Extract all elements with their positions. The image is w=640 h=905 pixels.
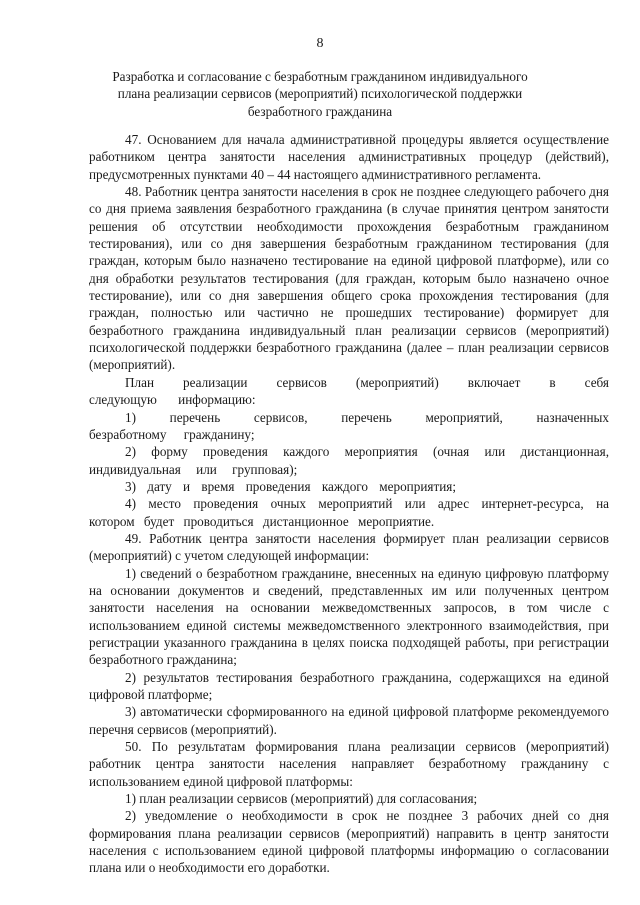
section-title-line: плана реализации сервисов (мероприятий) психологической поддержки	[117, 86, 523, 102]
section-title-line: безработного гражданина	[247, 103, 393, 119]
list-item-49-3: 3) автоматически сформированного на единой цифровой платформе рекомендуемого перечня сервисов (мероприятий).	[89, 704, 609, 737]
list-item-3: 3) дату и время проведения каждого мероприятия;	[125, 478, 456, 494]
list-item-50-1: 1) план реализации сервисов (мероприятий) для согласования;	[125, 791, 478, 807]
list-item-1: 1) перечень сервисов, перечень мероприятий, назначенных безработному гражданину;	[89, 409, 609, 442]
document-body	[89, 131, 609, 877]
paragraph-48: 48. Работник центра занятости населения в срок не позднее следующего рабочего дня со дня приема заявления безработного гражданина (в случае принятия центром занятости решения об отсутствии необходимости прохождения безработным гражданином тестирования), или со дня завершения безработным гражданином тестирования (для граждан, которым было назначено тестирование на единой цифровой платформе), или со дня обработки результатов тестирования (для граждан, которым было назначено очное тестирование), или со дня завершения общего срока прохождения тестирования (для граждан, полностью или частично не прошедших тестирование) формирует для безработного гражданина индивидуальный план реализации сервисов (мероприятий) психологической поддержки безработного гражданина (далее – план реализации сервисов (мероприятий).	[89, 184, 609, 373]
page-number: 8	[316, 36, 324, 51]
section-title	[90, 68, 550, 120]
list-item-49-1: 1) сведений о безработном гражданине, внесенных на единую цифровую платформу на основании документов и сведений, представленных им или полученных центром занятости населения на основании межведомственных запросов, в том числе с использованием единой системы межведомственного электронного взаимодействия, при регистрации указанного гражданина в целях поиска подходящей работы, при регистрации безработного гражданина;	[89, 565, 609, 668]
section-title-line: Разработка и согласование с безработным гражданином индивидуального	[112, 69, 528, 84]
paragraph-49: 49. Работник центра занятости населения формирует план реализации сервисов (мероприятий) с учетом следующей информации:	[89, 530, 609, 564]
paragraph-47: 47. Основанием для начала административной процедуры является осуществление работником центра занятости населения административных процедур (действий), предусмотренных пунктами 40 – 44 настоящего административного регламента.	[89, 132, 609, 182]
list-item-2: 2) форму проведения каждого мероприятия (очная или дистанционная, индивидуальная или групповая);	[89, 444, 609, 477]
paragraph-50: 50. По результатам формирования плана реализации сервисов (мероприятий) работник центра занятости населения направляет безработному гражданину с использованием единой цифровой платформы:	[89, 739, 609, 789]
paragraph-plan-intro: План реализации сервисов (мероприятий) включает в себя следующую информацию:	[89, 374, 609, 408]
list-item-4: 4) место проведения очных мероприятий или адрес интернет-ресурса, на котором будет проводиться дистанционное мероприятие.	[89, 496, 609, 529]
list-item-49-2: 2) результатов тестирования безработного гражданина, содержащихся на единой цифровой платформе;	[89, 669, 609, 702]
list-item-50-2: 2) уведомление о необходимости в срок не позднее 3 рабочих дней со дня формирования плана реализации сервисов (мероприятий) направить в центр занятости населения с использованием единой цифровой платформы информацию о согласовании плана или о необходимости его доработки.	[89, 808, 609, 876]
